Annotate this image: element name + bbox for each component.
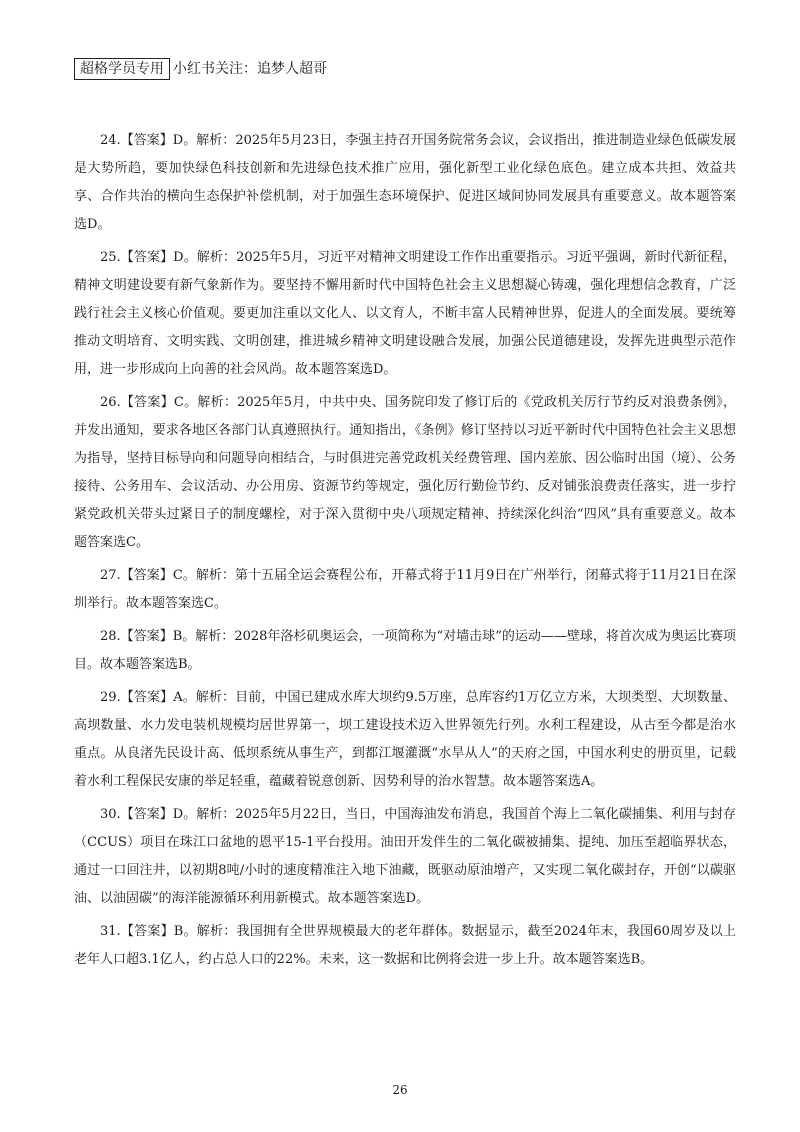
answer-30: 30.【答案】D。解析：2025年5月22日，当日，中国海油发布消息，我国首个海上二氧化碳捕集、利用与封存（CCUS）项目在珠江口盆地的恩平15-1平台投用。油田开发伴生的二氧化碳被捕集、提纯、加压至超临界状态，通过一口回注井，以初期8吨/小时的速度精准注入地下油藏，既驱动原油增产，又实现二氧化碳封存，开创“以碳驱油、以油固碳”的海洋能源循环利用新模式。故本题答案选D。 [74, 807, 736, 906]
answer-29: 29.【答案】A。解析：目前，中国已建成水库大坝约9.5万座，总库容约1万亿立方米，大坝类型、大坝数量、高坝数量、水力发电装机规模均居世界第一，坝工建设技术迈入世界领先行列。水利工程建设，从古至今都是治水重点。从良渚先民设计高、低坝系统从事生产，到都江堰灌溉“水旱从人”的天府之国，中国水利史的册页里，记载着水利工程保民安康的举足轻重，蕴藏着锐意创新、因势利导的治水智慧。故本题答案选A。 [74, 690, 736, 789]
answer-24: 24.【答案】D。解析：2025年5月23日，李强主持召开国务院常务会议，会议指出，推进制造业绿色低碳发展是大势所趋，要加快绿色科技创新和先进绿色技术推广应用，强化新型工业化绿色底色。建立成本共担、效益共享、合作共治的横向生态保护补偿机制，对于加强生态环境保护、促进区域间协同发展具有重要意义。故本题答案选D。 [74, 133, 736, 232]
exclusive-badge: 超格学员专用 [74, 58, 170, 80]
answer-25: 25.【答案】D。解析：2025年5月，习近平对精神文明建设工作作出重要指示。习近平强调，新时代新征程，精神文明建设要有新气象新作为。要坚持不懈用新时代中国特色社会主义思想凝心铸魂，强化理想信念教育，广泛践行社会主义核心价值观。要更加注重以文化人、以文育人，不断丰富人民精神世界，促进人的全面发展。要统筹推动文明培育、文明实践、文明创建，推进城乡精神文明建设融合发展，加强公民道德建设，发挥先进典型示范作用，进一步形成向上向善的社会风尚。故本题答案选D。 [74, 250, 736, 377]
page-number: 26 [392, 1083, 408, 1097]
answer-28: 28.【答案】B。解析：2028年洛杉矶奥运会，一项简称为“对墙击球”的运动——壁球，将首次成为奥运比赛项目。故本题答案选B。 [74, 629, 736, 672]
answer-26: 26.【答案】C。解析：2025年5月，中共中央、国务院印发了修订后的《党政机关厉行节约反对浪费条例》，并发出通知，要求各地区各部门认真遵照执行。通知指出，《条例》修订坚持以习近平新时代中国特色社会主义思想为指导，坚持目标导向和问题导向相结合，与时俱进完善党政机关经费管理、国内差旅、因公临时出国（境）、公务接待、公务用车、会议活动、办公用房、资源节约等规定，强化厉行勤俭节约、反对铺张浪费责任落实，进一步拧紧党政机关带头过紧日子的制度螺栓，对于深入贯彻中央八项规定精神、持续深化纠治“四风”具有重要意义。故本题答案选C。 [74, 395, 736, 550]
answer-31: 31.【答案】B。解析：我国拥有全世界规模最大的老年群体。数据显示，截至2024年末，我国60周岁及以上老年人口超3.1亿人，约占总人口的22%。未来，这一数据和比例将会进一步上升。故本题答案选B。 [74, 924, 736, 967]
page-header [74, 58, 327, 80]
header-note: 小红书关注：追梦人超哥 [173, 61, 327, 77]
answer-list [74, 127, 736, 979]
answer-27: 27.【答案】C。解析：第十五届全运会赛程公布，开幕式将于11月9日在广州举行，闭幕式将于11月21日在深圳举行。故本题答案选C。 [74, 568, 736, 611]
